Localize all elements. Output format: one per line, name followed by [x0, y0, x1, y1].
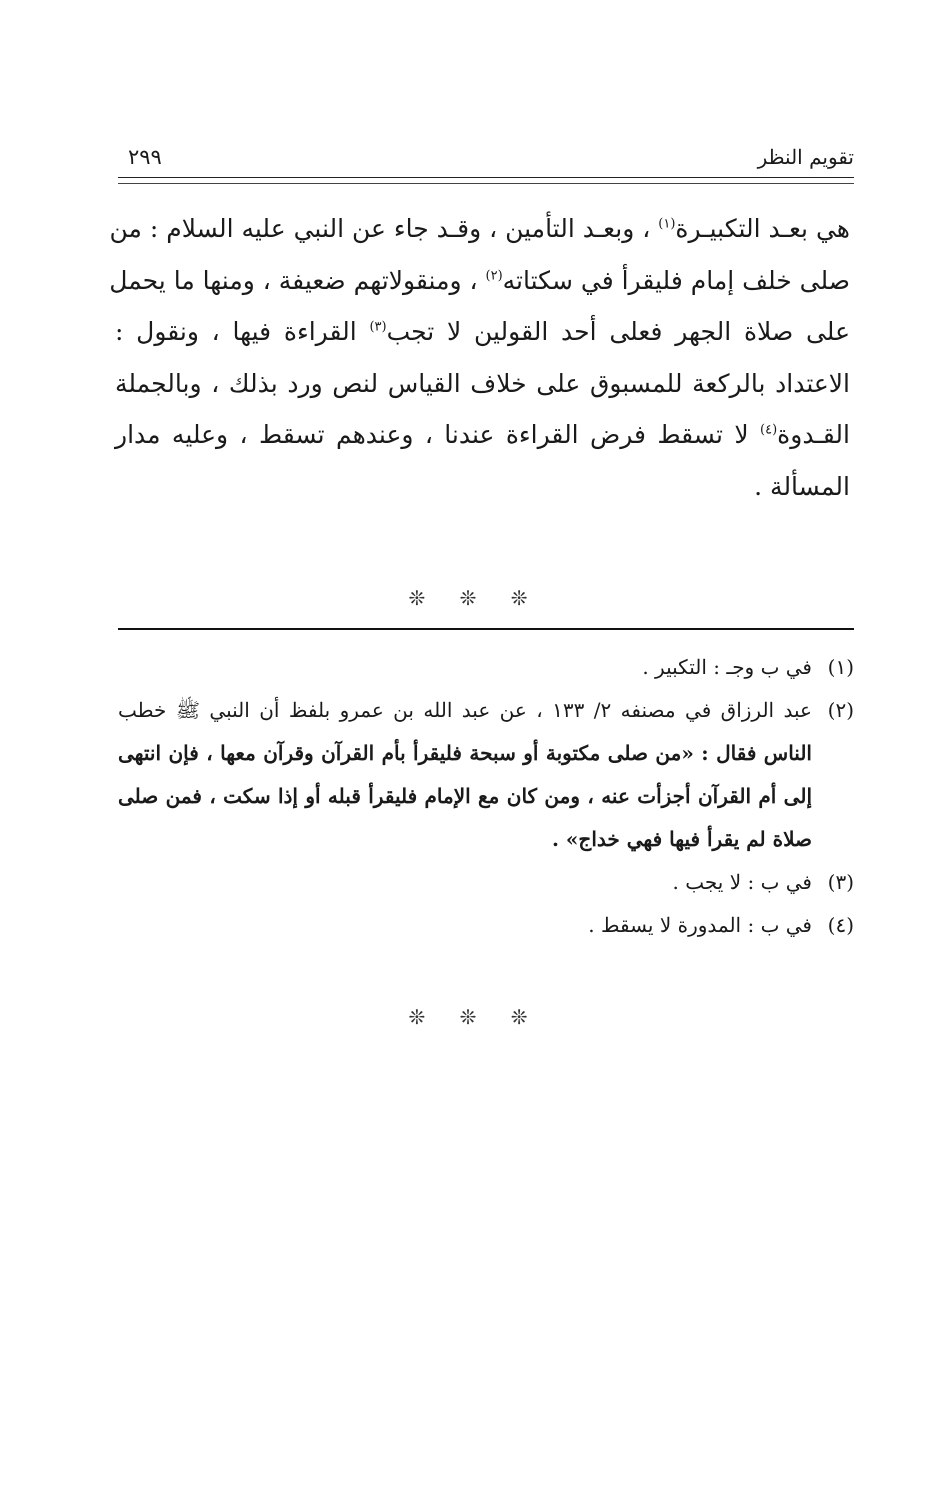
footnote-ref[interactable]: (٢) [485, 268, 503, 284]
footnote-text: في ب وجـ : التكبير . [642, 655, 812, 679]
footnotes [118, 646, 854, 947]
footnote-number: (٣) [827, 870, 854, 894]
footnote-text: إلى أم القرآن أجزأت عنه ، ومن كان مع الإمام فليقرأ قبله أو إذا سكت ، فمن صلى [118, 784, 812, 808]
footnote-text: في ب : لا يجب . [672, 870, 812, 894]
footnote-text: الناس فقال : «من صلى مكتوبة أو سبحة فليقرأ بأم القرآن وقرآن معها ، فإن انتهى [118, 741, 812, 765]
footnote-ref[interactable]: (٤) [760, 422, 778, 438]
text-line: الاعتداد بالركعة للمسبوق على خلاف القياس لنص ورد بذلك ، وبالجملة [115, 368, 850, 398]
text-line: هي بعـد التكبيـرة$^{(١)}$ ، وبعـد التأمين ، وقـد جاء عن النبي عليه السلام : من [109, 214, 850, 243]
footnote-item [118, 904, 854, 947]
footnote-text: في ب : المدورة لا يسقط . [588, 913, 812, 937]
footnote-number: (٢) [827, 698, 854, 722]
text-line: المسألة . [754, 471, 850, 501]
page-number: ٢٩٩ [128, 145, 162, 169]
header-rule [118, 177, 854, 178]
footnote-text: صلاة لم يقرأ فيها فهي خداج» . [552, 827, 812, 851]
header-rule-secondary [118, 183, 854, 184]
footnote-item [118, 689, 854, 861]
footnote-number: (١) [827, 655, 854, 679]
text-line: القـدوة$^{(٤)}$ لا تسقط فرض القراءة عندنا ، وعندهم تسقط ، وعليه مدار [115, 420, 850, 449]
running-header [118, 140, 854, 174]
text-line: على صلاة الجهر فعلى أحد القولين لا تجب$^{(٣)}$ القراءة فيها ، ونقول : [115, 317, 850, 346]
running-title: تقويم النظر [757, 145, 854, 169]
end-separator: ❊ ❊ ❊ [408, 1005, 542, 1029]
footnote-text: عبد الرزاق في مصنفه ٢/ ١٣٣ ، عن عبد الله بن عمرو بلفظ أن النبي ﷺ خطب [118, 698, 812, 722]
footnote-item [118, 646, 854, 689]
footnote-rule [118, 628, 854, 630]
main-text [109, 203, 850, 512]
section-separator: ❊ ❊ ❊ [408, 586, 542, 610]
footnote-ref[interactable]: (١) [658, 216, 676, 232]
footnote-item [118, 861, 854, 904]
text-line: صلى خلف إمام فليقرأ في سكتاته$^{(٢)}$ ، ومنقولاتهم ضعيفة ، ومنها ما يحمل [109, 265, 850, 295]
footnote-number: (٤) [827, 913, 854, 937]
footnote-ref[interactable]: (٣) [369, 319, 387, 335]
